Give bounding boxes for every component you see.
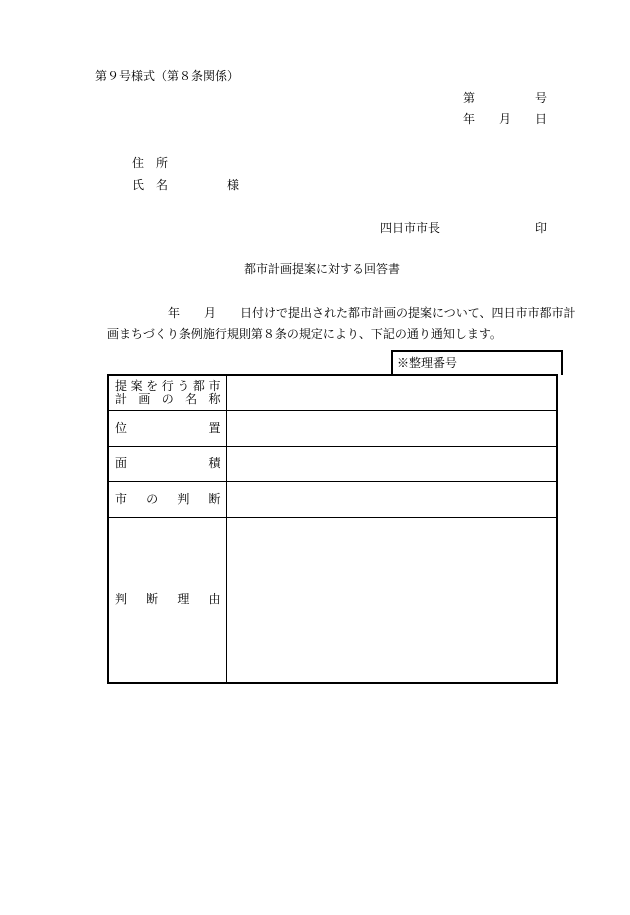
honorific: 様 bbox=[227, 178, 240, 192]
city-judgment-label bbox=[108, 481, 226, 517]
location-label bbox=[108, 410, 226, 446]
label-char: 理 bbox=[177, 592, 190, 607]
label-char: 市 bbox=[115, 491, 128, 506]
label-char: 判 bbox=[177, 491, 190, 506]
form-table bbox=[107, 374, 558, 684]
area-label bbox=[108, 446, 226, 481]
area-value[interactable] bbox=[226, 446, 557, 481]
label-char: 名 bbox=[185, 391, 198, 406]
city-judgment-value[interactable] bbox=[226, 481, 557, 517]
judgment-reason-label-text bbox=[115, 593, 221, 606]
proposal-name-line2 bbox=[115, 393, 221, 406]
proposal-name-value[interactable] bbox=[226, 375, 557, 410]
body-nen: 年 bbox=[168, 306, 181, 320]
seiri-bango-box bbox=[391, 350, 563, 375]
body-line1: 日付けで提出された都市計画の提案について、四日市市都市計 bbox=[240, 306, 576, 320]
document-title: 都市計画提案に対する回答書 bbox=[244, 262, 401, 276]
header-gou: 号 bbox=[535, 91, 548, 105]
header-nen: 年 bbox=[463, 112, 476, 126]
label-char: 判 bbox=[115, 592, 128, 607]
label-char: 提 bbox=[115, 379, 128, 394]
label-char: 案 bbox=[130, 379, 143, 394]
label-char: 行 bbox=[161, 379, 174, 394]
table-row bbox=[108, 517, 557, 683]
label-char: 由 bbox=[208, 592, 221, 607]
seal-mark: 印 bbox=[535, 221, 548, 235]
judgment-reason-value[interactable] bbox=[226, 517, 557, 683]
header-dai: 第 bbox=[463, 91, 476, 105]
label-char: 断 bbox=[146, 592, 159, 607]
form-number: 第９号様式（第８条関係） bbox=[95, 69, 240, 83]
label-char: う bbox=[177, 379, 190, 394]
table-row bbox=[108, 410, 557, 446]
judgment-reason-label bbox=[108, 517, 226, 683]
label-char: 位 bbox=[115, 420, 128, 435]
body-tsuki: 月 bbox=[204, 306, 217, 320]
header-hi: 日 bbox=[535, 112, 548, 126]
table-row bbox=[108, 446, 557, 481]
area-label-text bbox=[115, 457, 221, 470]
label-char: を bbox=[146, 379, 159, 394]
proposal-name-line1 bbox=[115, 380, 221, 393]
table-row bbox=[108, 375, 557, 410]
label-char: 称 bbox=[208, 391, 221, 406]
label-char: 面 bbox=[115, 456, 128, 471]
sender-title: 四日市市長 bbox=[380, 221, 441, 235]
body-line2: 画まちづくり条例施行規則第８条の規定により、下記の通り通知します。 bbox=[107, 327, 502, 341]
label-char: 都 bbox=[192, 379, 205, 394]
label-char: 置 bbox=[208, 420, 221, 435]
label-char: 積 bbox=[208, 456, 221, 471]
header-tsuki: 月 bbox=[499, 112, 512, 126]
seiri-bango-label: ※整理番号 bbox=[397, 356, 458, 370]
location-label-text bbox=[115, 422, 221, 435]
table-row bbox=[108, 481, 557, 517]
proposal-name-label bbox=[108, 375, 226, 410]
city-judgment-label-text bbox=[115, 493, 221, 506]
name-label: 氏 名 bbox=[132, 178, 169, 192]
label-char: の bbox=[161, 391, 174, 406]
label-char: 計 bbox=[115, 391, 128, 406]
label-char: 市 bbox=[208, 379, 221, 394]
label-char: 断 bbox=[208, 491, 221, 506]
address-label: 住 所 bbox=[132, 156, 169, 170]
location-value[interactable] bbox=[226, 410, 557, 446]
label-char: 画 bbox=[138, 391, 151, 406]
label-char: の bbox=[146, 491, 159, 506]
